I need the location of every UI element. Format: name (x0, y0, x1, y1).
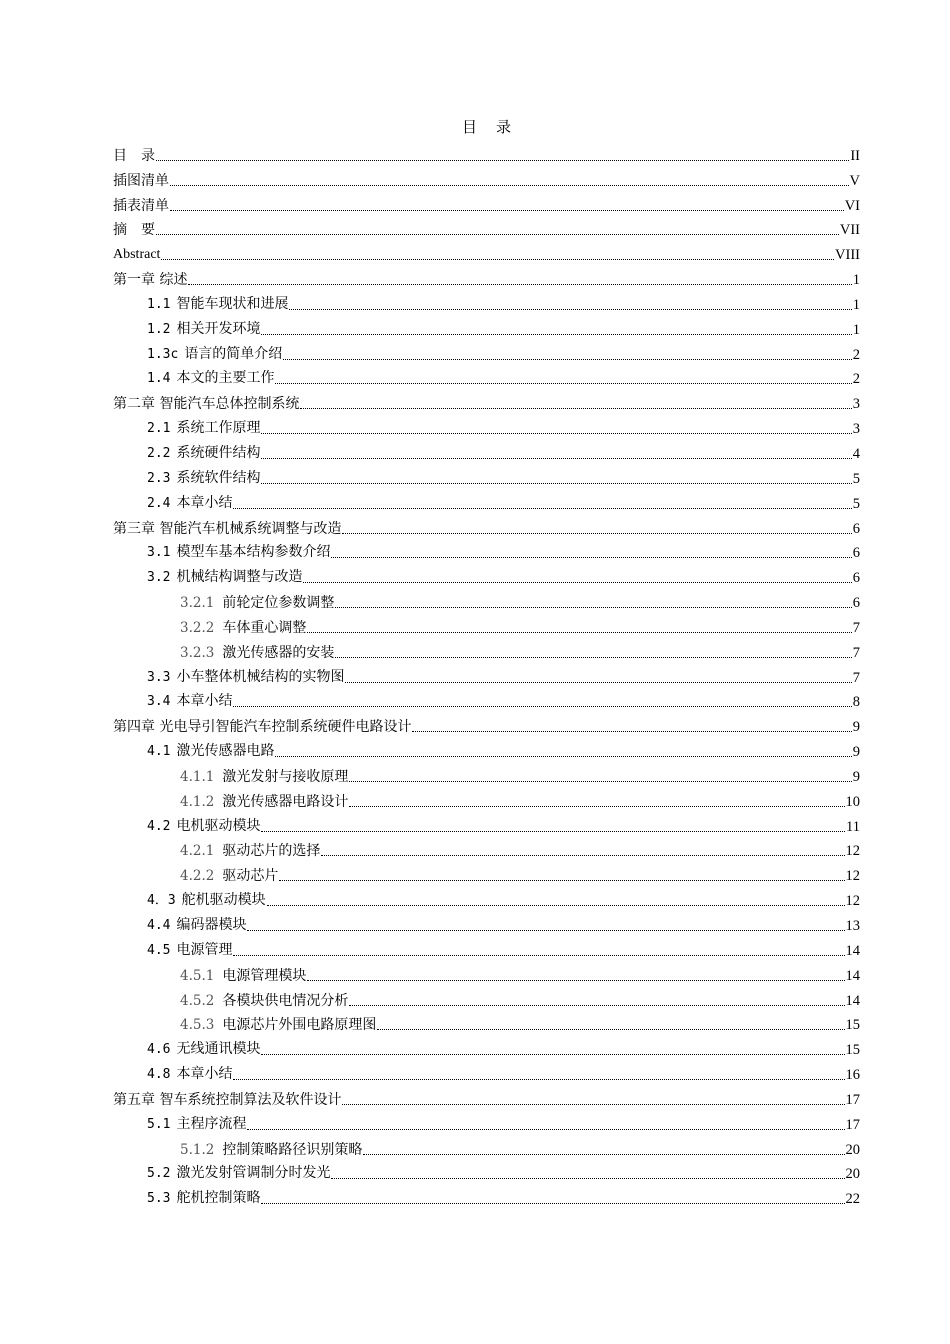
toc-entry-page: 14 (845, 992, 860, 1009)
toc-entry[interactable] (113, 1159, 860, 1184)
toc-entry-text: 电源管理 (176, 941, 233, 958)
toc-entry-number: 3.1 (147, 545, 171, 561)
toc-entry-text: 本文的主要工作 (176, 370, 275, 387)
dot-leader (261, 830, 845, 832)
dot-leader (261, 482, 851, 484)
toc-entry-number: 2.2 (147, 445, 171, 461)
toc-entry-number: 4.2 (147, 818, 171, 834)
dot-leader (261, 1202, 844, 1204)
toc-entry[interactable] (113, 711, 860, 736)
toc-entry-number: 4.6 (147, 1042, 171, 1058)
toc-entry-page: 6 (852, 545, 860, 562)
toc-entry[interactable] (113, 885, 860, 910)
toc-entry-page: 15 (845, 1042, 860, 1059)
toc-entry[interactable] (113, 587, 860, 612)
toc-entry-label (180, 768, 348, 786)
toc-entry-page: 12 (845, 868, 860, 885)
toc-entry[interactable] (113, 910, 860, 935)
toc-entry-page: VII (839, 222, 860, 239)
toc-entry-text: 电机驱动模块 (176, 817, 261, 834)
table-of-contents (113, 140, 860, 1208)
dot-leader (161, 258, 834, 260)
toc-entry-text: 系统工作原理 (176, 420, 261, 437)
toc-entry[interactable] (113, 538, 860, 563)
toc-entry[interactable] (113, 339, 860, 364)
toc-entry-page: 11 (846, 818, 860, 835)
toc-entry-number: 4.5.3 (180, 1017, 215, 1034)
toc-entry-page: 14 (845, 942, 860, 959)
toc-entry-label (147, 444, 260, 463)
toc-entry-text: 插图清单 (113, 172, 169, 189)
dot-leader (267, 904, 845, 906)
toc-entry-label (113, 1091, 341, 1109)
dot-leader (233, 507, 851, 509)
toc-entry-text: 机械结构调整与改造 (176, 569, 303, 586)
toc-entry-text: 驱动芯片的选择 (222, 843, 321, 860)
toc-entry-page: 22 (845, 1191, 860, 1208)
dot-leader (170, 209, 844, 211)
toc-entry[interactable] (113, 140, 860, 165)
toc-entry-number: 3.2.2 (180, 619, 215, 636)
toc-entry-text: 无线通讯模块 (176, 1041, 261, 1058)
toc-entry-page: 5 (852, 495, 860, 512)
toc-entry[interactable] (113, 860, 860, 885)
toc-entry-text: 第四章 光电导引智能汽车控制系统硬件电路设计 (113, 719, 412, 736)
toc-entry-text: 语言的简单介绍 (184, 345, 283, 362)
toc-entry-text: 相关开发环境 (176, 320, 261, 337)
toc-entry-page: 20 (845, 1166, 860, 1183)
toc-entry-label (147, 1040, 260, 1059)
toc-entry-number: 5.1.2 (180, 1141, 215, 1158)
toc-entry-text: Abstract (113, 247, 161, 263)
toc-entry[interactable] (113, 811, 860, 836)
toc-entry[interactable] (113, 1134, 860, 1159)
toc-entry-label (180, 1141, 362, 1159)
toc-entry-page: 10 (845, 793, 860, 810)
toc-entry-label (180, 867, 278, 885)
toc-entry-number: 3.3 (147, 669, 171, 685)
dot-leader (349, 780, 851, 782)
toc-entry-label (180, 619, 306, 637)
toc-entry-label (180, 1016, 376, 1034)
toc-entry-number: 5.2 (147, 1166, 171, 1182)
toc-entry-text: 小车整体机械结构的实物图 (176, 668, 345, 685)
dot-leader (342, 1103, 844, 1105)
toc-entry[interactable] (113, 1084, 860, 1109)
toc-entry[interactable] (113, 786, 860, 811)
dot-leader (261, 333, 851, 335)
toc-entry[interactable] (113, 662, 860, 687)
toc-entry[interactable] (113, 562, 860, 587)
dot-leader (349, 1004, 844, 1006)
toc-entry[interactable] (113, 935, 860, 960)
toc-entry-label (147, 668, 344, 687)
toc-entry-text: 本章小结 (176, 693, 233, 710)
toc-entry-number: 3.4 (147, 694, 171, 710)
toc-entry-text: 第五章 智车系统控制算法及软件设计 (113, 1091, 342, 1108)
toc-entry-page: 7 (852, 644, 860, 661)
toc-entry-page: 15 (845, 1017, 860, 1034)
toc-entry[interactable] (113, 388, 860, 413)
toc-entry-page: II (850, 147, 860, 164)
toc-entry-page: VIII (835, 247, 860, 264)
toc-entry-text: 舵机控制策略 (176, 1190, 261, 1207)
toc-entry-page: 13 (845, 918, 860, 934)
toc-entry-label (113, 520, 341, 538)
toc-entry-label (113, 271, 187, 289)
toc-entry-label (113, 395, 299, 413)
toc-entry-label (147, 469, 260, 488)
toc-entry-label (147, 1115, 246, 1134)
toc-entry-page: 12 (845, 893, 860, 910)
page-title: 目 录 (461, 118, 513, 136)
toc-entry-text: 第三章 智能汽车机械系统调整与改造 (113, 520, 342, 537)
dot-leader (275, 755, 851, 757)
toc-entry-page: 5 (852, 470, 860, 487)
dot-leader (307, 631, 851, 633)
toc-entry-label (147, 1065, 232, 1084)
dot-leader (363, 1153, 844, 1155)
toc-entry-text: 本章小结 (176, 494, 233, 511)
toc-entry[interactable] (113, 1010, 860, 1035)
toc-entry-text: 编码器模块 (176, 917, 247, 933)
toc-entry-page: 9 (852, 768, 860, 785)
toc-entry-label (147, 817, 260, 836)
toc-entry[interactable] (113, 1034, 860, 1059)
toc-entry-page: 7 (852, 669, 860, 686)
dot-leader (335, 656, 851, 658)
toc-entry-number: 4.1.1 (180, 768, 215, 785)
toc-entry-text: 驱动芯片 (222, 868, 279, 885)
toc-entry-label (113, 147, 155, 165)
toc-entry-text: 第一章 综述 (113, 272, 188, 289)
dot-leader (233, 705, 851, 707)
toc-entry-label (180, 793, 348, 811)
toc-entry-page: 8 (852, 694, 860, 711)
toc-entry-label (147, 941, 232, 960)
toc-entry-text: 智能车现状和进展 (176, 295, 289, 312)
toc-entry-text: 主程序流程 (176, 1115, 247, 1132)
toc-entry-label (147, 345, 282, 364)
toc-entry-page: 9 (852, 744, 860, 761)
toc-entry-page: VI (844, 197, 860, 214)
toc-entry-text: 电源芯片外围电路原理图 (222, 1017, 377, 1034)
toc-entry[interactable] (113, 438, 860, 463)
toc-entry-text: 系统软件结构 (176, 469, 261, 486)
toc-entry-number: 1.4 (147, 371, 171, 387)
toc-entry-label (180, 594, 334, 612)
toc-entry-page: 7 (852, 619, 860, 636)
toc-entry[interactable] (113, 736, 860, 761)
toc-entry-page: 3 (852, 421, 860, 438)
dot-leader (335, 606, 851, 608)
toc-entry-label (147, 916, 246, 935)
toc-entry-label (180, 967, 306, 985)
toc-entry-page: 4 (852, 445, 860, 462)
toc-entry-number: 4.8 (147, 1067, 171, 1083)
toc-entry-number: 2.4 (147, 495, 171, 511)
toc-entry-number: 3.2.3 (180, 644, 215, 661)
toc-entry-page: 3 (852, 396, 860, 413)
toc-entry[interactable] (113, 413, 860, 438)
toc-entry-number: 1.1 (147, 296, 171, 312)
toc-entry-label (147, 419, 260, 438)
dot-leader (261, 432, 851, 434)
toc-entry-text: 激光传感器电路设计 (222, 793, 349, 810)
toc-entry-number: 1.3c (147, 346, 179, 362)
dot-leader (279, 879, 844, 881)
toc-entry[interactable] (113, 836, 860, 861)
toc-entry[interactable] (113, 761, 860, 786)
toc-entry[interactable] (113, 612, 860, 637)
toc-entry-label (113, 718, 411, 736)
toc-entry[interactable] (113, 289, 860, 314)
toc-entry-number: 2.3 (147, 470, 171, 486)
toc-entry[interactable] (113, 960, 860, 985)
toc-entry-page: 17 (845, 1091, 860, 1108)
toc-entry[interactable] (113, 264, 860, 289)
toc-entry-text: 系统硬件结构 (176, 444, 261, 461)
dot-leader (170, 184, 849, 186)
toc-entry-text: 各模块供电情况分析 (222, 992, 349, 1009)
toc-entry-number: 4．3 (147, 893, 176, 909)
toc-entry-text: 前轮定位参数调整 (222, 595, 335, 612)
toc-entry-text: 激光传感器电路 (176, 743, 275, 760)
dot-leader (377, 1028, 844, 1030)
toc-entry-number: 3.2.1 (180, 595, 215, 612)
dot-leader (307, 979, 844, 981)
toc-entry-number: 4.4 (147, 918, 171, 933)
toc-entry-label (147, 742, 274, 761)
toc-entry-label (147, 295, 288, 314)
dot-leader (289, 308, 851, 310)
toc-entry-label (147, 1189, 260, 1208)
toc-entry-number: 1.2 (147, 321, 171, 337)
toc-entry-page: 2 (852, 371, 860, 388)
toc-entry-label (147, 369, 274, 388)
dot-leader (345, 681, 851, 683)
toc-entry[interactable] (113, 215, 860, 240)
toc-entry-page: 1 (852, 272, 860, 289)
dot-leader (233, 1078, 844, 1080)
toc-entry[interactable] (113, 513, 860, 538)
toc-entry-number: 5.1 (147, 1116, 171, 1132)
dot-leader (412, 730, 851, 732)
toc-entry-text: 插表清单 (113, 197, 169, 214)
toc-entry[interactable] (113, 637, 860, 662)
dot-leader (261, 457, 851, 459)
toc-entry-text: 激光发射与接收原理 (222, 768, 349, 785)
toc-entry[interactable] (113, 488, 860, 513)
toc-entry-label (147, 494, 232, 513)
toc-entry-text: 第二章 智能汽车总体控制系统 (113, 396, 300, 413)
toc-entry-label (147, 891, 266, 910)
toc-entry-page: 20 (845, 1141, 860, 1158)
dot-leader (156, 159, 849, 161)
toc-entry-label (147, 1164, 330, 1183)
toc-entry-number: 5.3 (147, 1191, 171, 1207)
dot-leader (188, 283, 851, 285)
toc-entry-page: 6 (852, 520, 860, 537)
toc-entry[interactable] (113, 687, 860, 712)
toc-entry[interactable] (113, 1183, 860, 1208)
toc-entry-page: 17 (845, 1116, 860, 1133)
dot-leader (342, 532, 851, 534)
toc-entry-page: 14 (845, 967, 860, 984)
dot-leader (349, 805, 844, 807)
toc-entry[interactable] (113, 364, 860, 389)
toc-entry-text: 目 录 (113, 147, 155, 164)
toc-entry-number: 4.2.1 (180, 843, 215, 860)
toc-entry-number: 2.1 (147, 421, 171, 437)
dot-leader (247, 1128, 844, 1130)
toc-entry[interactable] (113, 1109, 860, 1134)
toc-entry-label (113, 221, 155, 239)
toc-entry[interactable] (113, 239, 860, 264)
dot-leader (275, 382, 851, 384)
toc-entry-text: 车体重心调整 (222, 619, 307, 636)
toc-entry-text: 模型车基本结构参数介绍 (176, 544, 331, 561)
toc-entry-label (180, 842, 320, 860)
toc-entry-page: 12 (845, 843, 860, 860)
dot-leader (233, 954, 844, 956)
toc-entry-page: 6 (852, 570, 860, 587)
toc-entry[interactable] (113, 165, 860, 190)
toc-entry-page: V (849, 172, 860, 189)
toc-entry-text: 激光传感器的安装 (222, 644, 335, 661)
toc-entry-text: 摘 要 (113, 222, 155, 239)
toc-entry-number: 4.1.2 (180, 793, 215, 810)
toc-entry-label (180, 644, 334, 662)
toc-entry[interactable] (113, 314, 860, 339)
dot-leader (331, 1177, 844, 1179)
toc-entry-number: 4.5.2 (180, 992, 215, 1009)
toc-entry-label (113, 246, 160, 264)
toc-entry-label (147, 568, 302, 587)
toc-entry-page: 16 (845, 1067, 860, 1084)
toc-entry-text: 电源管理模块 (222, 967, 307, 984)
toc-entry-number: 4.5 (147, 942, 171, 958)
toc-entry-label (113, 197, 169, 215)
dot-leader (261, 1053, 844, 1055)
toc-entry-page: 2 (852, 346, 860, 363)
dot-leader (247, 929, 844, 931)
toc-entry-page: 1 (852, 296, 860, 313)
toc-entry-page: 1 (852, 321, 860, 338)
toc-entry[interactable] (113, 190, 860, 215)
dot-leader (321, 854, 844, 856)
toc-entry-label (147, 692, 232, 711)
toc-entry-label (113, 172, 169, 190)
toc-entry-text: 舵机驱动模块 (181, 892, 266, 909)
toc-entry[interactable] (113, 1059, 860, 1084)
dot-leader (331, 556, 851, 558)
toc-entry-label (147, 543, 330, 562)
dot-leader (303, 581, 851, 583)
toc-entry-number: 4.2.2 (180, 868, 215, 885)
toc-entry-number: 3.2 (147, 570, 171, 586)
toc-entry-label (180, 992, 348, 1010)
toc-entry[interactable] (113, 463, 860, 488)
toc-entry-label (147, 320, 260, 339)
toc-entry-text: 本章小结 (176, 1066, 233, 1083)
toc-entry-text: 激光发射管调制分时发光 (176, 1165, 331, 1182)
toc-entry-text: 控制策略路径识别策略 (222, 1141, 363, 1158)
toc-entry[interactable] (113, 985, 860, 1010)
toc-entry-number: 4.5.1 (180, 967, 215, 984)
toc-entry-page: 9 (852, 719, 860, 736)
dot-leader (300, 407, 851, 409)
dot-leader (283, 358, 851, 360)
toc-entry-number: 4.1 (147, 744, 171, 760)
dot-leader (156, 233, 839, 235)
toc-entry-page: 6 (852, 595, 860, 612)
